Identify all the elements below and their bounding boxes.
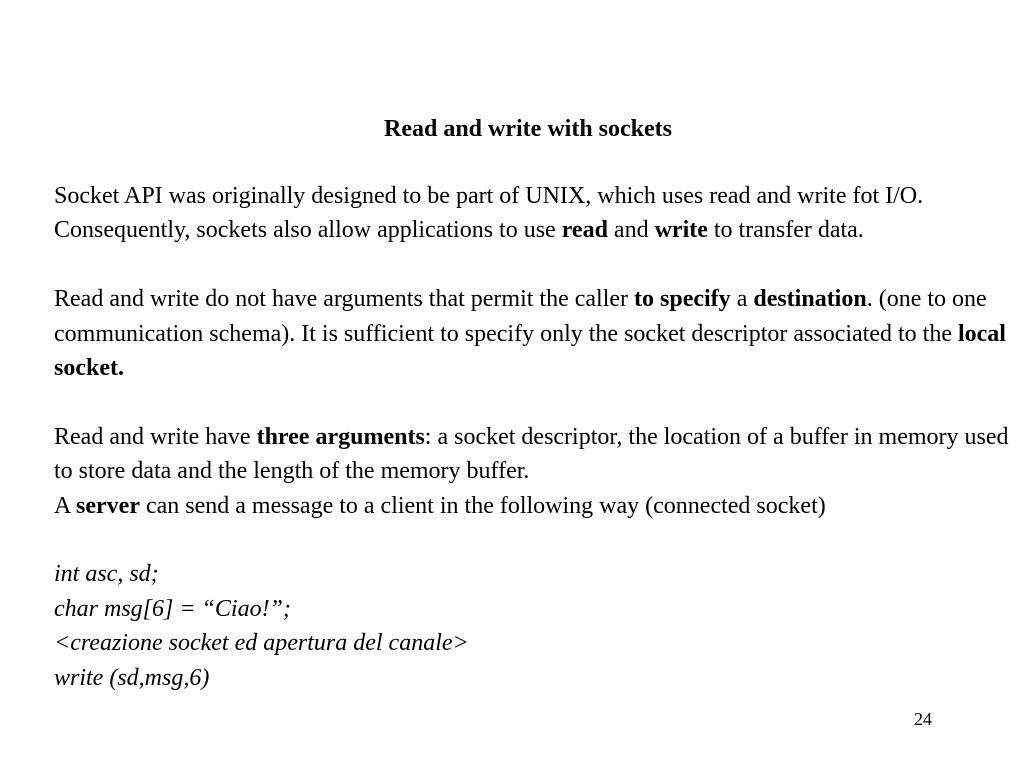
bold-local-socket: local socket. xyxy=(54,320,1006,382)
paragraph-io-api xyxy=(54,179,1014,248)
code-example xyxy=(54,557,1014,695)
text-run: Socket API was originally designed to be part of UNIX, which uses read and write fot I/O. Consequently, sockets also allow applications to use xyxy=(54,183,924,244)
code-line: char msg[6] = “Ciao!”; xyxy=(54,595,291,622)
code-line: <creazione socket ed apertura del canale> xyxy=(54,630,469,657)
text-run: : a socket descriptor, the location of a buffer in memory used to store data and the length of the memory buffer. xyxy=(54,423,1009,485)
bold-write: write xyxy=(654,217,708,244)
spacer xyxy=(54,523,1014,557)
paragraph-server-send xyxy=(54,489,1014,523)
text-run: to transfer data. xyxy=(707,217,864,244)
text-run: a xyxy=(730,286,754,313)
paragraph-three-arguments xyxy=(54,420,1014,489)
text-run: A xyxy=(54,492,77,519)
text-run: and xyxy=(607,217,655,244)
page-number: 24 xyxy=(914,709,932,729)
spacer xyxy=(54,248,1014,282)
text-run: can send a message to a client in the following way (connected socket) xyxy=(139,492,826,519)
paragraph-arguments-destination xyxy=(54,282,1014,385)
bold-read: read xyxy=(561,217,608,244)
bold-server: server xyxy=(76,492,140,519)
slide-body xyxy=(54,179,1014,695)
spacer xyxy=(54,385,1014,419)
bold-three-arguments: three arguments xyxy=(256,423,425,450)
bold-to-specify: to specify xyxy=(634,286,731,313)
text-run: Read and write do not have arguments that permit the caller xyxy=(54,286,635,313)
text-run: Read and write have xyxy=(54,423,257,450)
text-run: . (one to one communication schema). It is sufficient to specify only the socket descriptor associated to the xyxy=(54,286,987,347)
slide-title: Read and write with sockets xyxy=(384,116,672,142)
bold-destination: destination xyxy=(753,286,867,313)
code-line: int asc, sd; xyxy=(54,561,159,588)
code-line: write (sd,msg,6) xyxy=(54,664,210,691)
